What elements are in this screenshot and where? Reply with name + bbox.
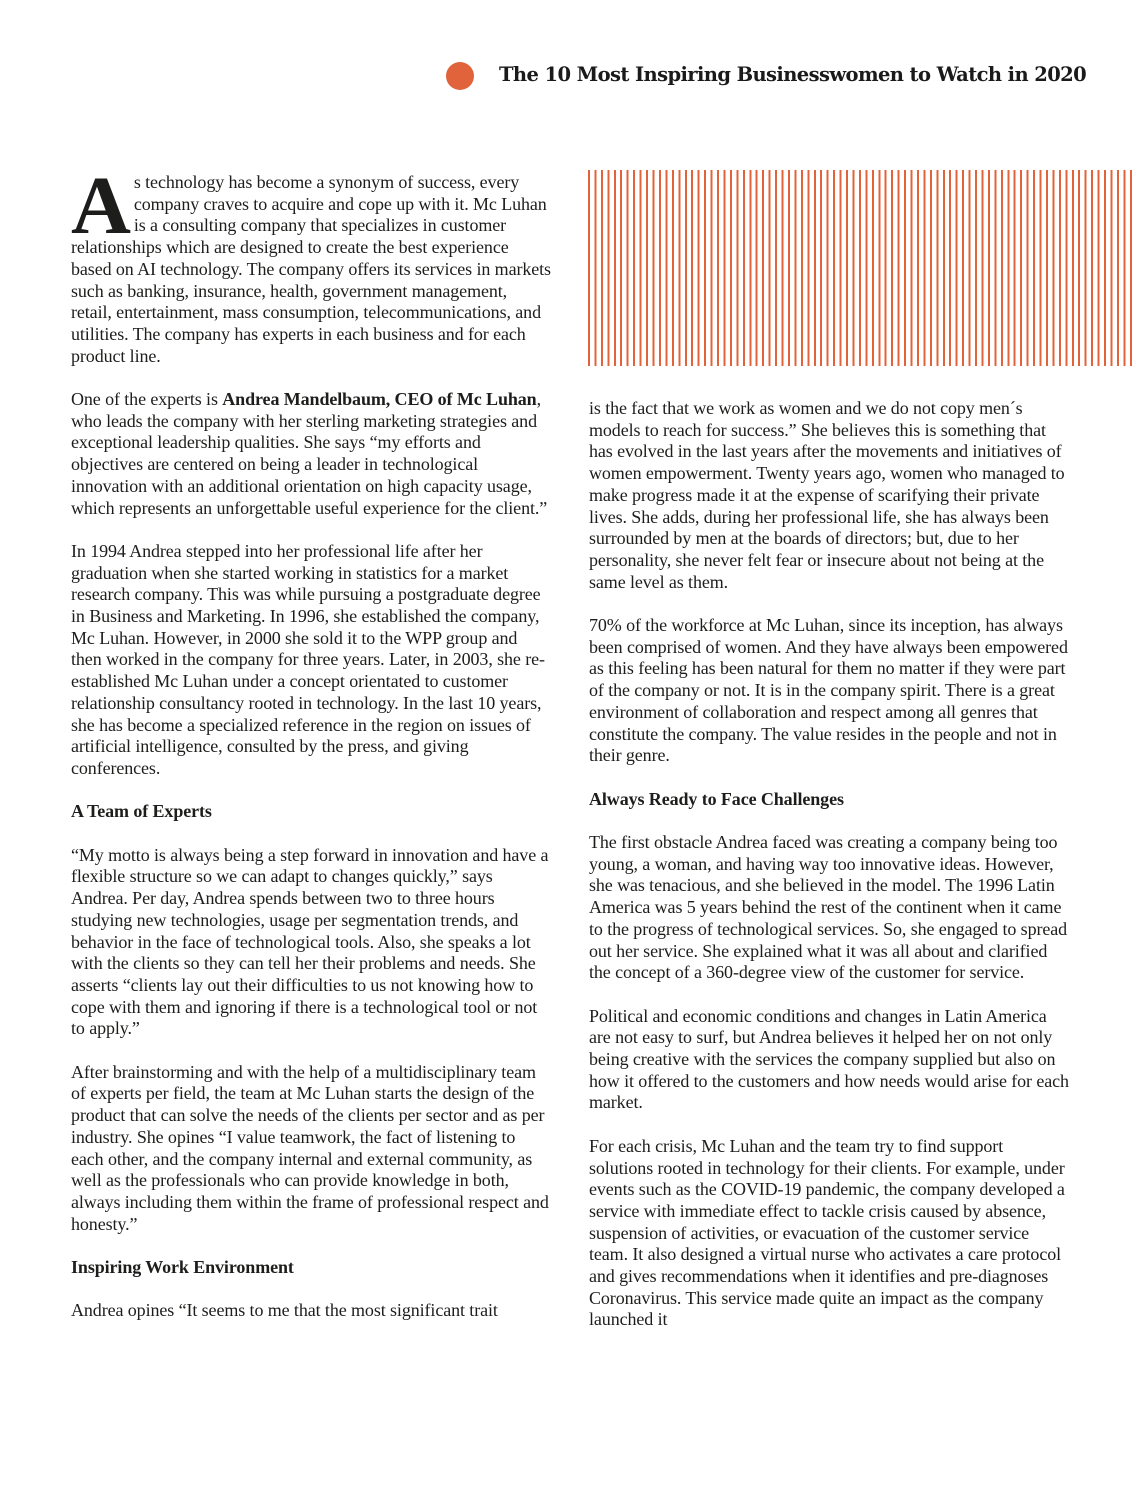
article-paragraph: The first obstacle Andrea faced was creating a company being too young, a woman, and having way too innovative ideas. However, she was tenacious, and she believed in the model. The 1996 Latin America was 5 years behind the rest of the continent when it came to the progress of technological services. So, she engaged to spread out her service. She explained what it was all about and clarified the concept of a 360-degree view of the customer for service. — [589, 832, 1068, 983]
drop-cap: A — [71, 159, 131, 251]
section-heading-team-of-experts: A Team of Experts — [71, 801, 212, 822]
paragraph-text: One of the experts is — [71, 389, 223, 410]
article-paragraph: Andrea opines “It seems to me that the most significant trait — [71, 1300, 498, 1321]
article-paragraph — [71, 389, 551, 519]
article-paragraph: is the fact that we work as women and we do not copy men´s models to reach for success.” She believes this is something that has evolved in the last years after the movements and initiatives of women empowerment. Twenty years ago, women who managed to make progress made it at the expense of scarifying their private lives. She adds, during her professional life, she has always been surrounded by men at the boards of directors; but, due to her personality, she never felt fear or insecure about not being at the same level as them. — [589, 398, 1065, 592]
paragraph-text: s technology has become a synonym of success, every company craves to acquire and cope up with it. Mc Luhan is a consulting company that specializes in customer relationships which are designed to create the best experience based on AI technology. The company offers its services in markets such as banking, insurance, health, government management, retail, entertainment, mass consumption, telecommunications, and utilities. The company has experts in each business and for each product line. — [71, 172, 551, 366]
article-paragraph — [71, 159, 551, 367]
article-paragraph: 70% of the workforce at Mc Luhan, since its inception, has always been comprised of women. And they have always been empowered as this feeling has been natural for them no matter if they were part of the company or not. It is in the company spirit. There is a great environment of collaboration and respect among all genres that constitute the company. The value resides in the people and not in their genre. — [589, 615, 1068, 766]
ceo-name-highlight: Andrea Mandelbaum, CEO of Mc Luhan — [222, 389, 537, 410]
section-heading-face-challenges: Always Ready to Face Challenges — [589, 788, 844, 809]
article-paragraph: After brainstorming and with the help of a multidisciplinary team of experts per field, the team at Mc Luhan starts the design of the product that can solve the needs of the clients per sector and as per industry. She opines “I value teamwork, the fact of listening to each other, and the company internal and external community, as well as the professionals who can provide knowledge in both, always including them within the frame of professional respect and honesty.” — [71, 1061, 549, 1234]
paragraph-text: , who leads the company with her sterling marketing strategies and exceptional leadership qualities. She says “my efforts and objectives are centered on being a leader in technological innovation with an additional orientation on high capacity usage, which represents an unforgettable useful experience for the client.” — [71, 389, 548, 518]
article-paragraph: For each crisis, Mc Luhan and the team try to find support solutions rooted in technology for their clients. For example, under events such as the COVID-19 pandemic, the company developed a service with immediate effect to tackle crisis caused by absence, suspension of activities, or evacuation of the customer service team. It also designed a virtual nurse who activates a care protocol and gives recommendations when it identifies and pre-diagnoses Coronavirus. This service made quite an impact as the company launched it — [589, 1135, 1065, 1330]
article-paragraph: Political and economic conditions and changes in Latin America are not easy to surf, but Andrea believes it helped her on not only being creative with the services the company supplied but also on how it offered to the customers and how needs would arise for each market. — [589, 1005, 1069, 1113]
article-paragraph: “My motto is always being a step forward in innovation and have a flexible structure so we can adapt to changes quickly,” says Andrea. Per day, Andrea spends between two to three hours studying new technologies, usage per segmentation trends, and behavior in the face of technological tools. Also, she speaks a lot with the clients so they can tell her their problems and needs. She asserts “clients lay out their difficulties to us not knowing how to cope with them and ignoring if there is a technological tool or not to apply.” — [71, 844, 549, 1039]
decorative-stripes — [588, 170, 1136, 366]
article-column-left — [71, 159, 551, 1344]
page-header-title: The 10 Most Inspiring Businesswomen to Watch in 2020 — [499, 63, 1087, 86]
article-paragraph: In 1994 Andrea stepped into her professional life after her graduation when she started working in statistics for a market research company. This was while pursuing a postgraduate degree in Business and Marketing. In 1996, she established the company, Mc Luhan. However, in 2000 she sold it to the WPP group and then worked in the company for three years. Later, in 2003, she re-established Mc Luhan under a concept orientated to customer relationship consultancy rooted in technology. In the last 10 years, she has become a specialized reference in the region on issues of artificial intelligence, consulted by the press, and giving conferences. — [71, 540, 545, 778]
section-heading-work-environment: Inspiring Work Environment — [71, 1257, 294, 1278]
header-accent-dot — [446, 62, 474, 90]
article-column-right — [589, 398, 1069, 1353]
